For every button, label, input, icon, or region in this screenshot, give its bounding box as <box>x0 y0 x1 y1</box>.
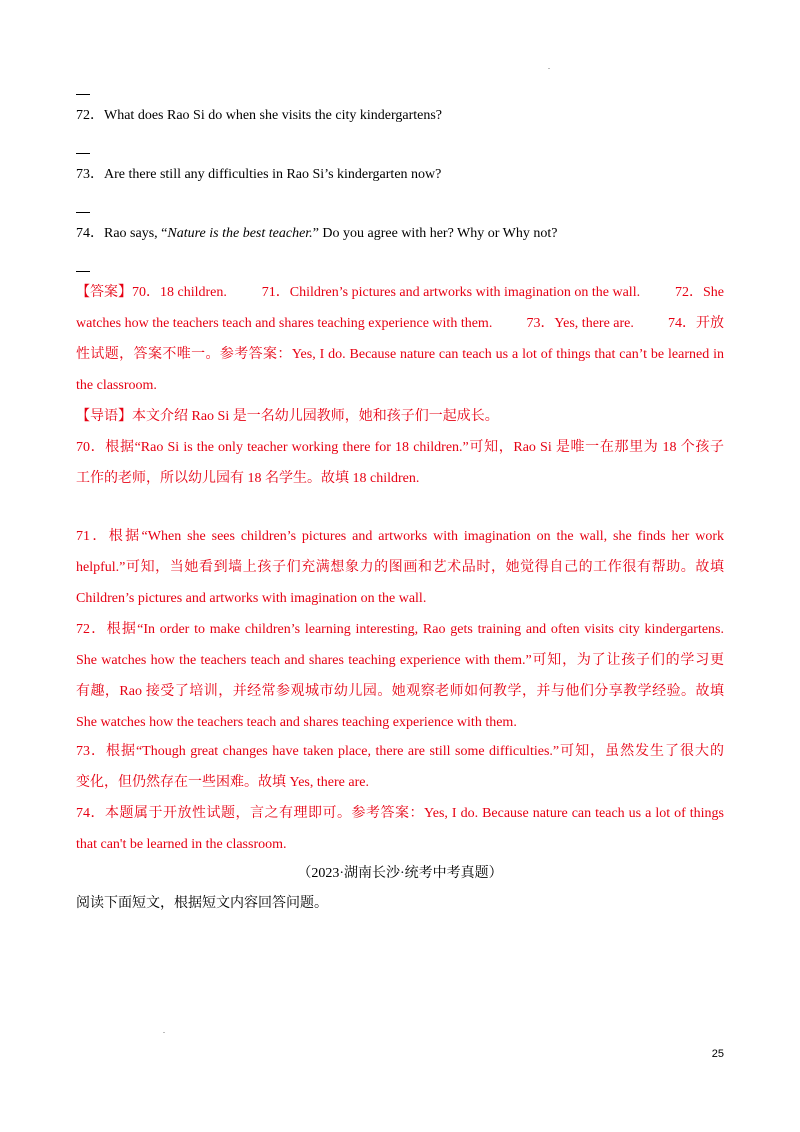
explanation-71-line-2: helpful.”可知，当她看到墙上孩子们充满想象力的图画和艺术品时，她觉得自己的工作很有帮助。故填 <box>76 560 724 575</box>
question-74-quote: Nature is the best teacher. <box>167 226 313 241</box>
explanation-70-line-2: 工作的老师，所以幼儿园有 18 名学生。故填 18 children. <box>76 471 420 486</box>
answer-blank-72 <box>76 153 90 154</box>
question-73: 73．Are there still any difficulties in Rao Si’s kindergarten now? <box>76 167 442 182</box>
explanation-74-line-2: that can't be learned in the classroom. <box>76 837 287 852</box>
explanation-72-line-2: She watches how the teachers teach and shares teaching experience with them.”可知，为了让孩子们的学习更 <box>76 653 724 668</box>
question-72: 72．What does Rao Si do when she visits the city kindergartens? <box>76 108 443 123</box>
answer-blank-71 <box>76 94 90 95</box>
explanation-72-line-3: 有趣，Rao 接受了培训，并经常参观城市幼儿园。她观察老师如何教学，并与他们分享教学经验。故填 <box>76 684 724 699</box>
explanation-70-line-1: 70．根据“Rao Si is the only teacher working there for 18 children.”可知，Rao Si 是唯一在那里为 18 个孩子 <box>76 440 724 455</box>
guide-text: 【导语】本文介绍 Rao Si 是一名幼儿园教师，她和孩子们一起成长。 <box>76 409 499 424</box>
explanation-72-line-4: She watches how the teachers teach and shares teaching experience with them. <box>76 715 517 730</box>
scan-dot <box>163 1032 165 1033</box>
explanation-73-line-1: 73．根据“Though great changes have taken place, there are still some difficulties.”可知，虽然发生了很大的 <box>76 744 724 759</box>
answer-74-start: 74．开放 <box>668 316 724 331</box>
question-74-suffix: ” Do you agree with her? Why or Why not? <box>312 226 558 241</box>
answer-70: 【答案】70．18 children. <box>76 285 227 300</box>
scan-dot <box>548 68 550 69</box>
question-74 <box>76 224 557 244</box>
source-citation: （2023·湖南长沙·统考中考真题） <box>297 866 503 881</box>
reading-instruction: 阅读下面短文，根据短文内容回答问题。 <box>76 896 328 911</box>
answer-72-end: watches how the teachers teach and shares teaching experience with them. <box>76 316 493 331</box>
explanation-71-line-1: 71．根据“When she sees children’s pictures and artworks with imagination on the wall, she finds her work <box>76 529 724 544</box>
explanation-74-line-1: 74．本题属于开放性试题，言之有理即可。参考答案：Yes, I do. Because nature can teach us a lot of things <box>76 806 724 821</box>
answer-71: 71．Children’s pictures and artworks with imagination on the wall. <box>261 285 641 300</box>
answer-blank-73 <box>76 212 90 213</box>
answer-line-1 <box>76 282 724 304</box>
answer-line-4: the classroom. <box>76 378 157 393</box>
answer-72-start: 72．She <box>674 285 724 300</box>
explanation-71-line-3: Children’s pictures and artworks with imagination on the wall. <box>76 591 427 606</box>
explanation-72-line-1: 72．根据“In order to make children’s learning interesting, Rao gets training and often visits city kindergartens. <box>76 622 724 637</box>
explanation-73-line-2: 变化，但仍然存在一些困难。故填 Yes, there are. <box>76 775 369 790</box>
answer-blank-74 <box>76 271 90 272</box>
answer-line-2 <box>76 313 724 335</box>
question-74-prefix: 74．Rao says, “ <box>76 226 168 241</box>
answer-line-3: 性试题，答案不唯一。参考答案：Yes, I do. Because nature can teach us a lot of things that can’t be learned in <box>76 347 724 362</box>
answer-73: 73．Yes, there are. <box>526 316 634 331</box>
page-number: 25 <box>711 1048 724 1060</box>
